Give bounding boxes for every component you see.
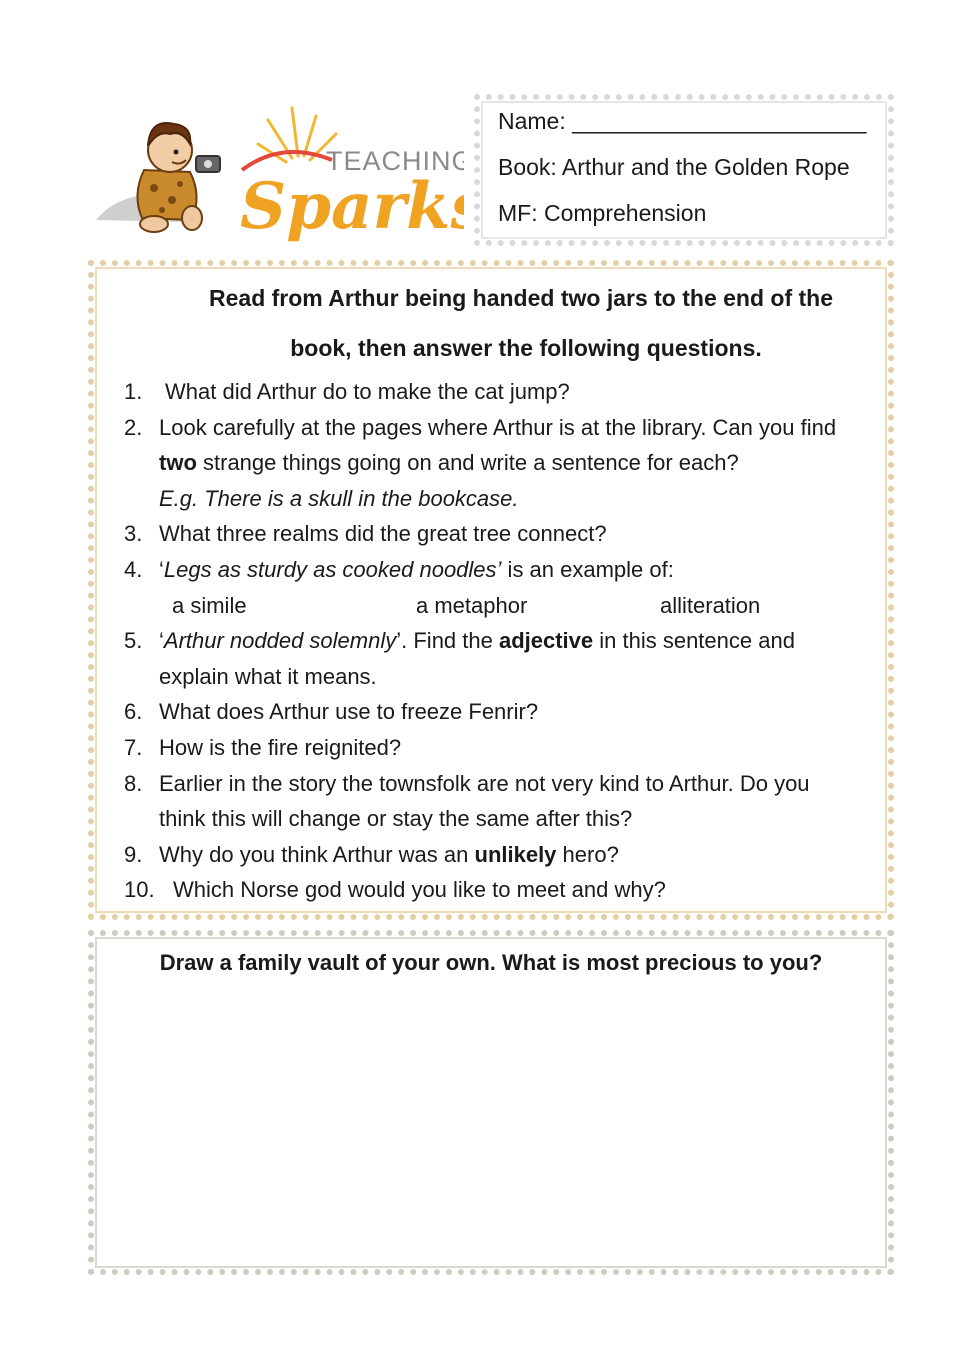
- questions-box: [88, 260, 894, 920]
- book-title: Book: Arthur and the Golden Rope: [498, 154, 850, 180]
- question-list: [124, 374, 884, 908]
- question-8: 8. Earlier in the story the townsfolk are not very kind to Arthur. Do you think this will change or stay the same after this?: [124, 770, 810, 832]
- question-6: 6. What does Arthur use to freeze Fenrir?: [124, 699, 539, 725]
- example-answer: E.g. There is a skull in the bookcase.: [159, 485, 519, 511]
- question-2: 2. Look carefully at the pages where Arthur is at the library. Can you find two strange things going on and write a sentence for each? E.g. There is a skull in the bookcase.: [124, 414, 837, 511]
- question-4: 4. ‘Legs as sturdy as cooked noodles’ is an example of: a simile a metaphor alliteration: [124, 552, 884, 623]
- question-7: 7. How is the fire reignited?: [124, 734, 402, 760]
- drawing-prompt: Draw a family vault of your own. What is most precious to you?: [159, 950, 823, 975]
- option-metaphor: a metaphor: [416, 592, 528, 618]
- teaching-sparks-logo: [92, 100, 464, 245]
- question-9: 9. Why do you think Arthur was an unlikely hero?: [124, 841, 619, 867]
- drawing-area[interactable]: [88, 930, 894, 1275]
- option-simile: a simile: [172, 592, 247, 618]
- student-info-box: [474, 94, 894, 246]
- answer-options: [172, 588, 884, 624]
- svg-text:Sparks: Sparks: [240, 169, 464, 244]
- question-3: 3. What three realms did the great tree connect?: [124, 521, 607, 547]
- option-alliteration: alliteration: [660, 592, 761, 618]
- mf-label: MF: Comprehension: [498, 200, 707, 226]
- question-1: 1. What did Arthur do to make the cat jump?: [124, 379, 570, 404]
- instructions-line-2: book, then answer the following questions.: [290, 335, 762, 361]
- caveman-mascot-icon: [92, 100, 464, 245]
- question-5: 5. ‘Arthur nodded solemnly’. Find the adjective in this sentence and explain what it means.: [124, 628, 795, 689]
- name-field[interactable]: Name: _______________________: [498, 108, 867, 134]
- instructions-line-1: Read from Arthur being handed two jars to the end of the: [209, 285, 833, 311]
- svg-text:TEACHING: TEACHING: [326, 146, 464, 176]
- question-10: 10. Which Norse god would you like to meet and why?: [124, 877, 666, 903]
